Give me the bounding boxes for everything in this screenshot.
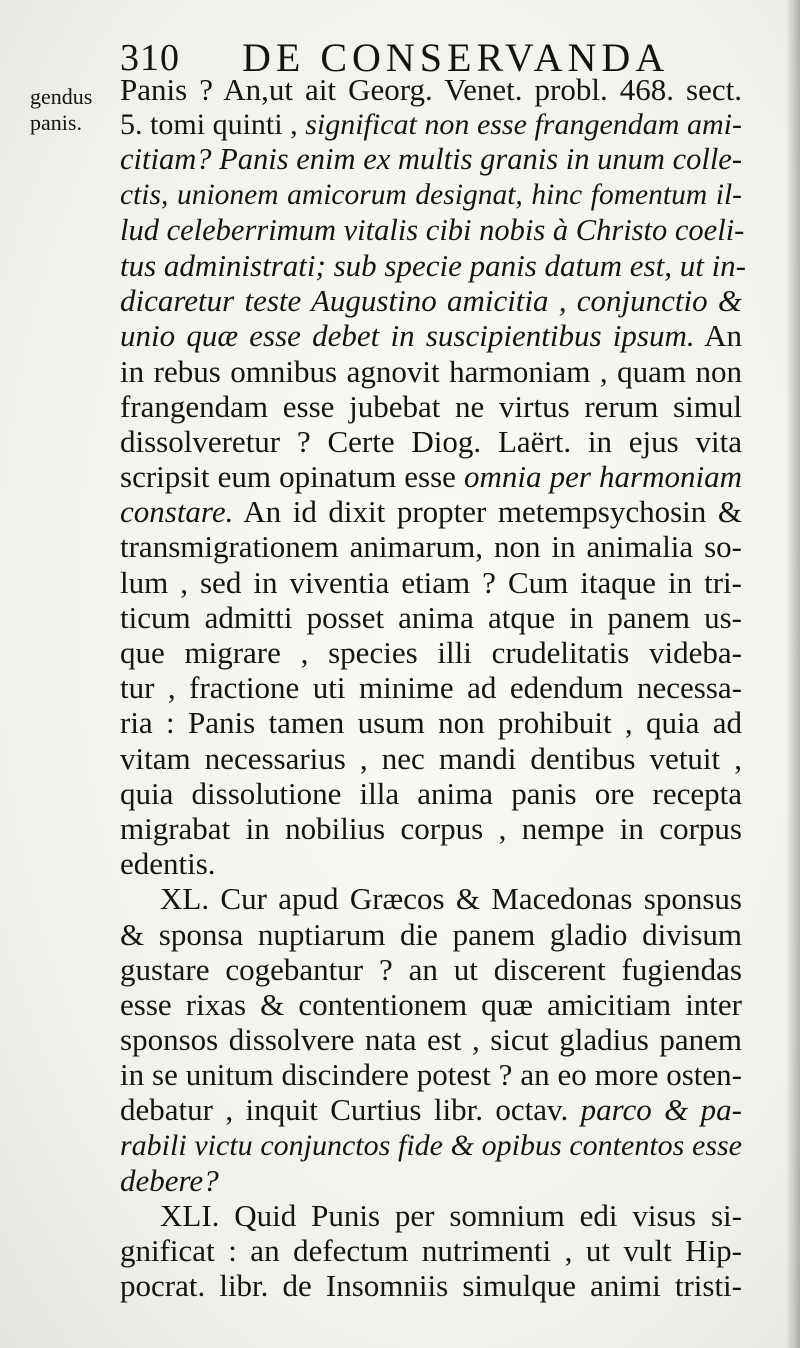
text-line xyxy=(120,283,742,318)
italic-segment: ctis, unionem amicorum designat, hinc fomentum il- xyxy=(120,178,742,211)
italic-segment: tus administrati; sub specie panis datum est, ut in- xyxy=(120,247,747,283)
text-segment: & sponsa nuptiarum die panem gladio divisum xyxy=(120,916,742,952)
text-segment: edentis. xyxy=(120,846,216,882)
text-segment: pocrat. libr. de Insomniis simulque animi tristi- xyxy=(120,1268,742,1304)
text-segment: quia dissolutione illa anima panis ore recepta xyxy=(120,775,742,811)
text-line xyxy=(120,529,742,564)
text-line xyxy=(120,1128,742,1163)
text-segment: dissolveretur ? Certe Diog. Laërt. in ejus vita xyxy=(120,423,742,459)
text-line xyxy=(120,107,742,142)
text-line xyxy=(120,424,742,459)
text-line xyxy=(120,1092,742,1127)
italic-segment: dicaretur teste Augustino amicitia , conjunctio & xyxy=(120,283,742,319)
margin-note xyxy=(30,84,125,136)
text-line xyxy=(120,1233,742,1268)
text-segment: gnificat : an defectum nutrimenti , ut vult Hip- xyxy=(120,1233,742,1269)
text-line xyxy=(120,670,742,705)
text-line xyxy=(120,389,742,424)
text-line xyxy=(120,881,742,916)
margin-note-line: panis. xyxy=(30,110,82,135)
italic-segment: constare. xyxy=(120,494,234,530)
text-segment: ticum admitti posset anima atque in panem us- xyxy=(120,599,742,635)
text-line xyxy=(120,565,742,600)
text-segment: tur , fractione uti minime ad edendum necessa- xyxy=(120,670,742,706)
text-line xyxy=(120,635,742,670)
text-line xyxy=(120,247,747,283)
text-segment: esse rixas & contentionem quæ amicitiam inter xyxy=(120,986,742,1022)
text-segment: An xyxy=(694,318,742,354)
text-line xyxy=(120,459,742,494)
text-segment: que migrare , species illi crudelitatis videba- xyxy=(120,635,742,670)
running-title: DE CONSERVANDA xyxy=(242,35,670,80)
text-segment: debatur , inquit Curtius libr. octav. xyxy=(120,1092,581,1128)
italic-segment: omnia per harmoniam xyxy=(464,459,742,495)
text-line xyxy=(120,1057,742,1092)
italic-segment: lud celeberrimum vitalis cibi nobis à Christo coeli- xyxy=(120,212,745,247)
text-segment: frangendam esse jubebat ne virtus rerum simul xyxy=(120,388,742,424)
text-line xyxy=(120,1268,742,1303)
text-segment: sponsos dissolvere nata est , sicut gladius panem xyxy=(120,1022,742,1058)
text-line xyxy=(120,741,742,776)
text-segment: XL. Cur apud Græcos & Macedonas sponsus xyxy=(160,881,742,917)
text-line xyxy=(120,494,742,529)
text-line xyxy=(120,1163,742,1198)
text-segment: migrabat in nobilius corpus , nempe in corpus xyxy=(120,810,742,846)
page-number: 310 xyxy=(120,37,180,79)
text-segment: XLI. Quid Punis per somnium edi visus si- xyxy=(160,1198,742,1233)
italic-segment: rabili victu conjunctos fide & opibus contentos esse xyxy=(120,1128,742,1162)
text-segment: scripsit eum opinatum esse xyxy=(120,459,465,495)
text-line xyxy=(120,846,742,881)
text-line xyxy=(120,600,742,635)
text-line xyxy=(120,776,742,811)
text-line xyxy=(120,987,742,1022)
text-line xyxy=(120,72,742,107)
italic-segment: significat non esse frangendam ami- xyxy=(305,108,742,142)
text-line xyxy=(120,212,745,248)
body-text xyxy=(120,72,747,1304)
text-segment: ria : Panis tamen usum non prohibuit , quia ad xyxy=(120,705,742,741)
text-segment: Panis ? An,ut ait Georg. Venet. probl. 468. sect. xyxy=(120,72,742,107)
text-line xyxy=(120,811,742,846)
italic-segment: parco & pa- xyxy=(580,1092,742,1128)
text-segment: in se unitum discindere potest ? an eo more osten- xyxy=(120,1057,742,1093)
text-line xyxy=(120,178,742,213)
text-segment: An id dixit propter metempsychosin & xyxy=(233,494,742,530)
text-line xyxy=(120,354,742,389)
text-line xyxy=(120,917,742,952)
text-segment: gustare cogebantur ? an ut discerent fugiendas xyxy=(120,951,742,987)
text-line xyxy=(120,1198,742,1233)
text-line xyxy=(120,952,742,987)
text-line xyxy=(120,142,742,177)
text-segment: in rebus omnibus agnovit harmoniam , quam non xyxy=(120,353,742,389)
text-segment: vitam necessarius , nec mandi dentibus vetuit , xyxy=(120,740,742,776)
italic-segment: citiam? Panis enim ex multis granis in unum colle- xyxy=(120,142,742,177)
italic-segment: unio quæ esse debet in suscipientibus ipsum. xyxy=(120,318,695,354)
margin-note-line: gendus xyxy=(30,84,93,109)
page-gutter-shadow xyxy=(786,0,800,1348)
text-segment: transmigrationem animarum, non in animalia so- xyxy=(120,529,742,565)
italic-segment: debere? xyxy=(120,1162,219,1198)
text-line xyxy=(120,318,742,353)
text-segment: 5. tomi quinti , xyxy=(120,108,306,142)
text-line xyxy=(120,1022,742,1057)
text-line xyxy=(120,705,742,740)
text-segment: lum , sed in viventia etiam ? Cum itaque in tri- xyxy=(120,564,742,600)
